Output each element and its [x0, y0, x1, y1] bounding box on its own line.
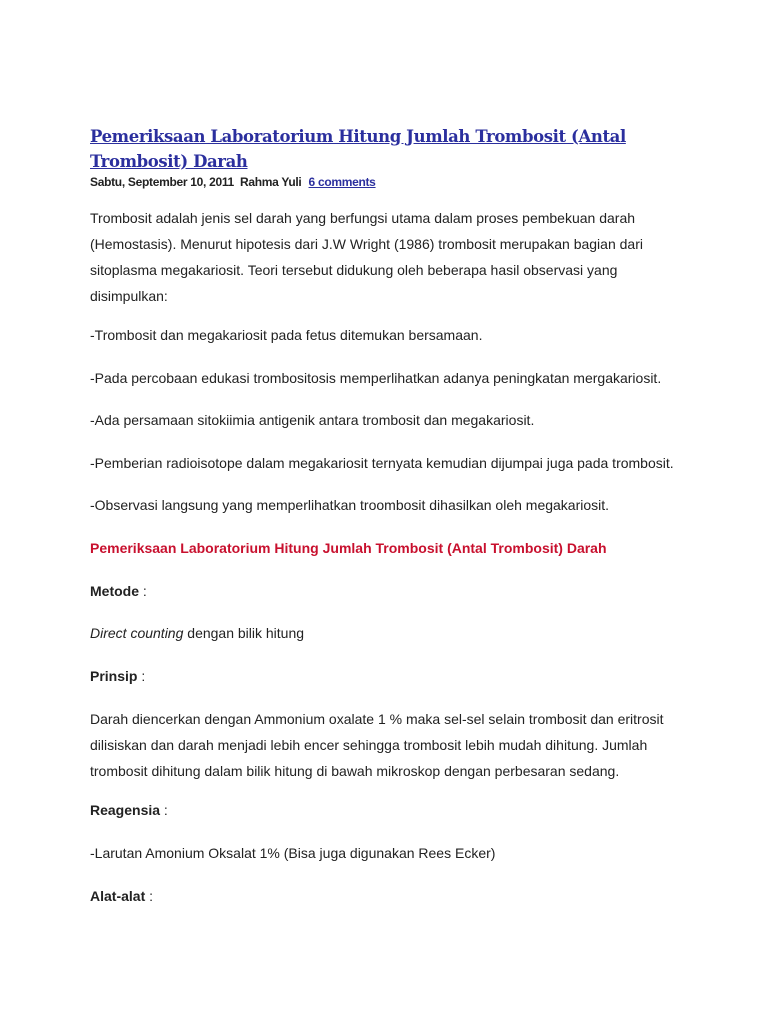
post-author: Rahma Yuli	[240, 175, 302, 189]
text-line: (Hemostasis). Menurut hipotesis dari J.W Wright (1986) trombosit merupakan bagian dari	[90, 236, 643, 252]
separator: :	[137, 668, 146, 684]
metode-value	[90, 620, 690, 646]
italic-term: Direct counting	[90, 625, 184, 641]
text-line: dilisiskan dan darah menjadi lebih encer sehingga trombosit lebih mudah dihitung. Jumlah	[90, 737, 648, 753]
text-line: sitoplasma megakariosit. Teori tersebut didukung oleh beberapa hasil observasi yang	[90, 262, 618, 278]
label: Prinsip	[90, 668, 138, 684]
list-item: -Pemberian radioisotope dalam megakariosit ternyata kemudian dijumpai juga pada trombosit.	[90, 455, 674, 471]
label: Reagensia	[90, 802, 161, 818]
reagensia-item: -Larutan Amonium Oksalat 1% (Bisa juga digunakan Rees Ecker)	[90, 845, 496, 861]
intro-paragraph	[90, 205, 690, 309]
text-line: trombosit dihitung dalam bilik hitung di bawah mikroskop dengan perbesaran sedang.	[90, 763, 620, 779]
separator: :	[145, 888, 154, 904]
metode-label	[90, 578, 690, 604]
comments-link[interactable]: 6 comments	[308, 175, 376, 189]
prinsip-paragraph	[90, 706, 690, 784]
text-line: Trombosit adalah jenis sel darah yang berfungsi utama dalam proses pembekuan darah	[90, 210, 636, 226]
separator: :	[139, 583, 147, 599]
reagensia-label	[90, 797, 690, 823]
text-line: Darah diencerkan dengan Ammonium oxalate 1 % maka sel-sel selain trombosit dan eritrosit	[90, 711, 664, 727]
label: Metode	[90, 583, 139, 599]
prinsip-label	[90, 663, 690, 689]
list-item: -Observasi langsung yang memperlihatkan troombosit dihasilkan oleh megakariosit.	[90, 497, 610, 513]
list-item: -Trombosit dan megakariosit pada fetus ditemukan bersamaan.	[90, 327, 483, 343]
text-line: disimpulkan:	[90, 288, 168, 304]
label: Alat-alat	[90, 888, 146, 904]
alat-label	[90, 883, 690, 909]
post-date: Sabtu, September 10, 2011	[90, 175, 234, 189]
post-meta	[90, 175, 376, 189]
list-item: -Ada persamaan sitokiimia antigenik antara trombosit dan megakariosit.	[90, 412, 535, 428]
separator: :	[160, 802, 168, 818]
article-title-link[interactable]: Pemeriksaan Laboratorium Hitung Jumlah Trombosit (Antal Trombosit) Darah	[90, 127, 626, 171]
list-item: -Pada percobaan edukasi trombositosis memperlihatkan adanya peningkatan mergakariosit.	[90, 370, 662, 386]
text: dengan bilik hitung	[183, 625, 305, 641]
section-heading: Pemeriksaan Laboratorium Hitung Jumlah Trombosit (Antal Trombosit) Darah	[90, 540, 607, 556]
